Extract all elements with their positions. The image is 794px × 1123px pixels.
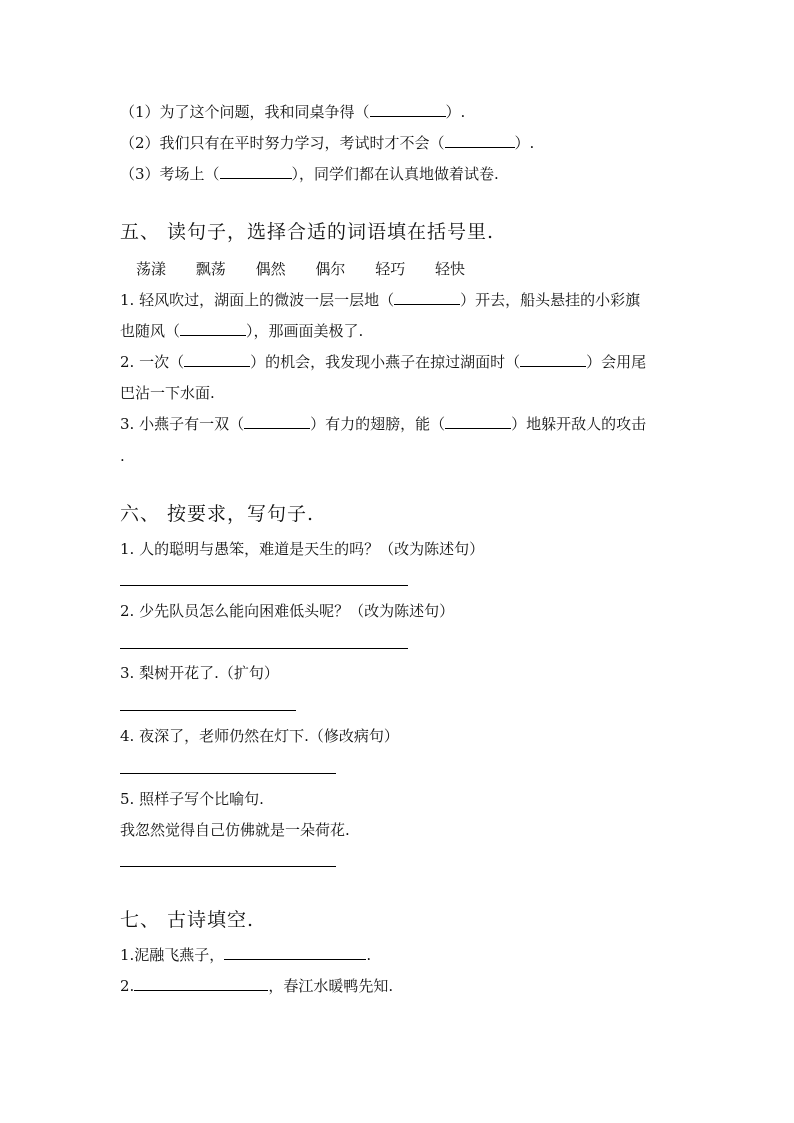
section7-q1 (120, 945, 371, 965)
question-text: 也随风（ (120, 322, 181, 340)
answer-blank[interactable] (370, 102, 446, 117)
section5-q3-line2 (120, 446, 125, 466)
answer-line[interactable] (120, 585, 408, 586)
section4-item-2 (120, 133, 534, 153)
word-option: 轻巧 (375, 260, 406, 278)
item-text: ）. (445, 103, 466, 121)
section7-q2 (120, 976, 393, 996)
section4-item-1 (120, 102, 465, 122)
answer-line[interactable] (120, 648, 408, 649)
question-text: . (366, 946, 372, 964)
question-text: ）的机会，我发现小燕子在掠过湖面时（ (250, 353, 521, 371)
question-text: ）会用尾 (586, 353, 647, 371)
section6-q5-example: 我忽然觉得自己仿佛就是一朵荷花. (120, 821, 350, 839)
item-text: （2）我们只有在平时努力学习，考试时才不会（ (120, 134, 445, 152)
answer-blank[interactable] (224, 945, 366, 960)
word-bank (136, 258, 490, 279)
question-text: 3. 小燕子有一双（ (120, 415, 245, 433)
section5-title: 五、 读句子，选择合适的词语填在括号里. (120, 221, 495, 243)
answer-blank[interactable] (445, 133, 515, 148)
word-option: 偶然 (255, 260, 286, 278)
item-text: ），同学们都在认真地做着试卷. (291, 165, 499, 183)
question-text: ）开去，船头悬挂的小彩旗 (460, 291, 641, 309)
section6-q4: 4. 夜深了，老师仍然在灯下.（修改病句） (120, 727, 399, 745)
answer-blank[interactable] (180, 321, 246, 336)
question-text: ）地躲开敌人的攻击 (511, 415, 647, 433)
answer-line[interactable] (120, 710, 296, 711)
section7-title: 七、 古诗填空. (120, 909, 255, 931)
word-option: 轻快 (434, 260, 465, 278)
word-option: 荡漾 (136, 260, 167, 278)
question-text: ），那画面美极了. (246, 322, 364, 340)
item-text: （3）考场上（ (120, 165, 220, 183)
answer-blank[interactable] (220, 164, 292, 179)
section6-q2: 2. 少先队员怎么能向困难低头呢？（改为陈述句） (120, 602, 455, 620)
section6-q3: 3. 梨树开花了.（扩句） (120, 664, 279, 682)
item-text: ）. (514, 134, 535, 152)
answer-blank[interactable] (134, 976, 268, 991)
section5-q2-line2 (120, 383, 215, 403)
answer-blank[interactable] (244, 414, 310, 429)
question-text: 1. 轻风吹过，湖面上的微波一层一层地（ (120, 291, 395, 309)
question-text: 2. (120, 977, 135, 995)
section6-q1: 1. 人的聪明与愚笨，难道是天生的吗？（改为陈述句） (120, 540, 485, 558)
section6-q5: 5. 照样子写个比喻句. (120, 790, 264, 808)
question-text: 巴沾一下水面. (120, 384, 215, 402)
section5-q3-line1 (120, 414, 646, 434)
section6-title: 六、 按要求，写句子. (120, 503, 315, 525)
question-text: ，春江水暖鸭先知. (268, 977, 394, 995)
question-text: 1.泥融飞燕子， (120, 946, 225, 964)
question-text: . (120, 447, 125, 465)
question-text: ）有力的翅膀，能（ (310, 415, 446, 433)
item-text: （1）为了这个问题，我和同桌争得（ (120, 103, 370, 121)
question-text: 2. 一次（ (120, 353, 185, 371)
word-option: 飘荡 (195, 260, 226, 278)
section5-q1-line1 (120, 290, 640, 310)
section4-item-3 (120, 164, 499, 184)
answer-line[interactable] (120, 773, 336, 774)
section5-q2-line1 (120, 352, 646, 372)
answer-blank[interactable] (520, 352, 586, 367)
word-option: 偶尔 (315, 260, 346, 278)
answer-blank[interactable] (184, 352, 250, 367)
answer-line[interactable] (120, 866, 336, 867)
section5-q1-line2 (120, 321, 363, 341)
answer-blank[interactable] (445, 414, 511, 429)
answer-blank[interactable] (394, 290, 460, 305)
